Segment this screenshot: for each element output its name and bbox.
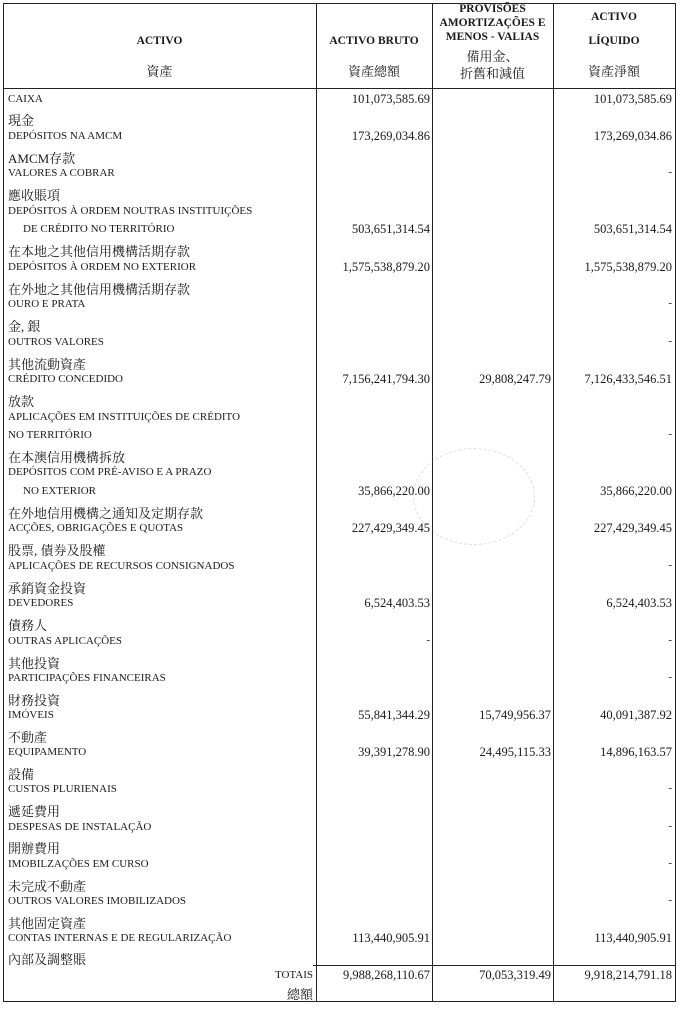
row-label-zh: 其他投資 xyxy=(8,656,61,671)
cell-activo-liquido: 40,091,387.92 xyxy=(600,708,672,722)
row-label-zh: 承銷資金投資 xyxy=(8,581,87,596)
cell-activo-liquido: 101,073,585.69 xyxy=(593,92,672,106)
table-row xyxy=(3,781,676,800)
cell-activo-liquido: 113,440,905.91 xyxy=(594,931,672,945)
balance-sheet-table xyxy=(3,3,676,1003)
row-label-pt: APLICAÇÕES DE RECURSOS CONSIGNADOS xyxy=(8,560,235,572)
table-row xyxy=(3,409,676,428)
row-label-pt: CRÉDITO CONCEDIDO xyxy=(8,373,123,385)
row-label-zh: 放款 xyxy=(8,394,35,409)
row-label-zh: 不動產 xyxy=(8,730,48,745)
cell-activo-bruto: 6,524,403.53 xyxy=(364,596,430,610)
header-provisoes-line2: AMORTIZAÇÕES E xyxy=(439,17,546,29)
table-row-zh xyxy=(3,726,676,745)
cell-provisoes: 24,495,115.33 xyxy=(479,745,551,759)
table-row xyxy=(3,819,676,838)
row-label-zh: 內部及調整賬 xyxy=(8,952,87,967)
table-row xyxy=(3,334,676,353)
table-row-zh xyxy=(3,837,676,856)
cell-activo-bruto: 39,391,278.90 xyxy=(358,745,430,759)
table-row xyxy=(3,464,676,483)
header-activo-liquido-line1: ACTIVO xyxy=(591,11,637,23)
table-row-zh xyxy=(3,539,676,558)
row-label-zh: 在外地信用機構之通知及定期存款 xyxy=(8,506,204,521)
cell-activo-liquido: - xyxy=(668,782,672,794)
table-row-zh xyxy=(3,184,676,203)
cell-activo-bruto: - xyxy=(426,634,430,646)
header-provisoes-line3: MENOS - VALIAS xyxy=(445,31,540,43)
cell-activo-liquido: 6,524,403.53 xyxy=(606,596,672,610)
cell-activo-bruto: 7,156,241,794.30 xyxy=(342,372,430,386)
row-label-zh: 其他固定資產 xyxy=(8,916,87,931)
table-row-zh xyxy=(3,390,676,409)
cell-provisoes: 29,808,247.79 xyxy=(479,372,551,386)
row-label-pt: DEVEDORES xyxy=(8,597,74,609)
table-row-zh xyxy=(3,948,676,967)
row-label-pt: CAIXA xyxy=(8,93,43,105)
table-row xyxy=(3,371,676,390)
row-label-zh: 在本澳信用機構拆放 xyxy=(8,450,126,465)
table-row-zh xyxy=(3,577,676,596)
cell-activo-bruto: 55,841,344.29 xyxy=(358,708,430,722)
cell-activo-bruto: 1,575,538,879.20 xyxy=(342,260,430,274)
row-label-zh: 金, 銀 xyxy=(8,319,41,334)
table-row xyxy=(3,856,676,875)
header-activo-bruto-zh: 資產總額 xyxy=(347,64,400,79)
cell-activo-liquido: 173,269,034.86 xyxy=(593,129,672,143)
row-label-pt: IMÓVEIS xyxy=(8,709,54,721)
cell-activo-liquido: 14,896,163.57 xyxy=(600,745,672,759)
header-activo-liquido-line2: LÍQUIDO xyxy=(588,35,640,47)
row-label-pt-cont: NO TERRITÓRIO xyxy=(8,429,92,441)
cell-activo-liquido: - xyxy=(668,671,672,683)
row-label-pt: DEPÓSITOS À ORDEM NO EXTERIOR xyxy=(8,261,197,273)
totals-label-pt: TOTAIS xyxy=(274,969,313,981)
table-row xyxy=(3,707,676,726)
table-row-zh xyxy=(3,800,676,819)
cell-activo-liquido: - xyxy=(668,559,672,571)
cell-activo-bruto: 113,440,905.91 xyxy=(352,931,430,945)
cell-activo-liquido: - xyxy=(668,335,672,347)
row-label-zh: 股票, 債券及股權 xyxy=(8,543,106,558)
table-row xyxy=(3,893,676,912)
row-label-zh: 開辦費用 xyxy=(8,841,61,856)
cell-activo-bruto: 227,429,349.45 xyxy=(351,521,430,535)
row-label-zh: 財務投資 xyxy=(8,693,61,708)
totals-row xyxy=(3,967,676,986)
table-row xyxy=(3,165,676,184)
row-label-pt: DESPESAS DE INSTALAÇÃO xyxy=(8,821,152,833)
header-provisoes-zh2: 折舊和減值 xyxy=(459,66,525,81)
table-row xyxy=(3,595,676,614)
cell-activo-liquido: 227,429,349.45 xyxy=(593,521,672,535)
cell-activo-liquido: 503,651,314.54 xyxy=(593,222,672,236)
totals-row-zh xyxy=(3,984,676,1003)
header-activo-liquido-zh: 資產淨額 xyxy=(587,64,640,79)
row-label-pt: IMOBILZAÇÕES EM CURSO xyxy=(8,858,149,870)
header-bottom-border xyxy=(3,88,676,89)
cell-activo-bruto: 503,651,314.54 xyxy=(351,222,430,236)
total-activo-bruto: 9,988,268,110.67 xyxy=(342,968,430,982)
row-label-zh: 債務人 xyxy=(8,618,48,633)
row-label-pt-cont: NO EXTERIOR xyxy=(23,485,97,497)
cell-activo-liquido: 7,126,433,546.51 xyxy=(584,372,672,386)
row-label-pt: VALORES A COBRAR xyxy=(8,167,115,179)
cell-provisoes: 15,749,956.37 xyxy=(479,708,551,722)
total-provisoes: 70,053,319.49 xyxy=(479,968,551,982)
table-row xyxy=(3,520,676,539)
row-label-zh: 現金 xyxy=(8,113,35,128)
cell-activo-liquido: - xyxy=(668,634,672,646)
cell-activo-bruto: 101,073,585.69 xyxy=(351,92,430,106)
table-row-zh xyxy=(3,689,676,708)
table-row xyxy=(3,670,676,689)
cell-activo-liquido: - xyxy=(668,166,672,178)
table-top-border xyxy=(3,3,676,4)
row-label-zh: 在本地之其他信用機構活期存款 xyxy=(8,244,191,259)
cell-activo-liquido: 35,866,220.00 xyxy=(600,484,672,498)
header-provisoes-zh1: 備用金、 xyxy=(466,49,519,64)
header-activo: ACTIVO xyxy=(136,35,183,47)
header-activo-bruto: ACTIVO BRUTO xyxy=(329,35,419,47)
table-row-zh xyxy=(3,353,676,372)
row-label-pt: CUSTOS PLURIENAIS xyxy=(8,783,117,795)
row-label-pt: CONTAS INTERNAS E DE REGULARIZAÇÃO xyxy=(8,932,232,944)
table-row-zh xyxy=(3,240,676,259)
row-label-pt: PARTICIPAÇÕES FINANCEIRAS xyxy=(8,672,166,684)
row-label-zh: 應收賬項 xyxy=(8,188,61,203)
table-row-zh xyxy=(3,502,676,521)
row-label-zh: 設備 xyxy=(8,767,35,782)
total-activo-liquido: 9,918,214,791.18 xyxy=(584,968,672,982)
cell-activo-bruto: 35,866,220.00 xyxy=(358,484,430,498)
header-provisoes-line1: PROVISÕES xyxy=(459,3,526,15)
table-row-zh xyxy=(3,315,676,334)
table-row-zh xyxy=(3,652,676,671)
table-row xyxy=(3,128,676,147)
table-row-zh xyxy=(3,147,676,166)
row-label-pt: APLICAÇÕES EM INSTITUIÇÕES DE CRÉDITO xyxy=(8,411,241,423)
cell-activo-liquido: 1,575,538,879.20 xyxy=(584,260,672,274)
row-label-zh: 在外地之其他信用機構活期存款 xyxy=(8,282,191,297)
cell-activo-bruto: 173,269,034.86 xyxy=(351,129,430,143)
row-label-pt: ACÇÕES, OBRIGAÇÕES E QUOTAS xyxy=(8,522,184,534)
table-row-zh xyxy=(3,875,676,894)
table-row xyxy=(3,296,676,315)
table-row xyxy=(3,91,676,110)
row-label-zh: AMCM存款 xyxy=(8,151,76,166)
cell-activo-liquido: - xyxy=(668,428,672,440)
table-row-zh xyxy=(3,763,676,782)
totals-label-zh: 總額 xyxy=(286,987,313,1002)
table-row-zh xyxy=(3,109,676,128)
table-row xyxy=(3,558,676,577)
row-label-pt: OUTRAS APLICAÇÕES xyxy=(8,635,122,647)
table-row xyxy=(3,259,676,278)
row-label-pt: DEPÓSITOS COM PRÉ-AVISO E A PRAZO xyxy=(8,466,212,478)
table-row xyxy=(3,633,676,652)
table-row xyxy=(3,483,676,502)
row-label-pt: OURO E PRATA xyxy=(8,298,86,310)
table-row xyxy=(3,203,676,222)
table-row xyxy=(3,744,676,763)
row-label-zh: 遞延費用 xyxy=(8,804,61,819)
cell-activo-liquido: - xyxy=(668,894,672,906)
row-label-pt: EQUIPAMENTO xyxy=(8,746,87,758)
table-row-zh xyxy=(3,446,676,465)
row-label-zh: 其他流動資產 xyxy=(8,357,87,372)
table-row xyxy=(3,427,676,446)
row-label-pt: OUTROS VALORES IMOBILIZADOS xyxy=(8,895,187,907)
row-label-pt-cont: DE CRÉDITO NO TERRITÓRIO xyxy=(23,223,175,235)
cell-activo-liquido: - xyxy=(668,820,672,832)
cell-activo-liquido: - xyxy=(668,297,672,309)
row-label-pt: DEPÓSITOS NA AMCM xyxy=(8,130,123,142)
table-row xyxy=(3,930,676,949)
table-row-zh xyxy=(3,912,676,931)
row-label-pt: DEPÓSITOS À ORDEM NOUTRAS INSTITUIÇÕES xyxy=(8,205,253,217)
table-row-zh xyxy=(3,278,676,297)
table-row xyxy=(3,221,676,240)
row-label-zh: 未完成不動產 xyxy=(8,879,87,894)
table-row-zh xyxy=(3,614,676,633)
header-activo-zh: 資產 xyxy=(146,64,173,79)
row-label-pt: OUTROS VALORES xyxy=(8,336,104,348)
cell-activo-liquido: - xyxy=(668,857,672,869)
